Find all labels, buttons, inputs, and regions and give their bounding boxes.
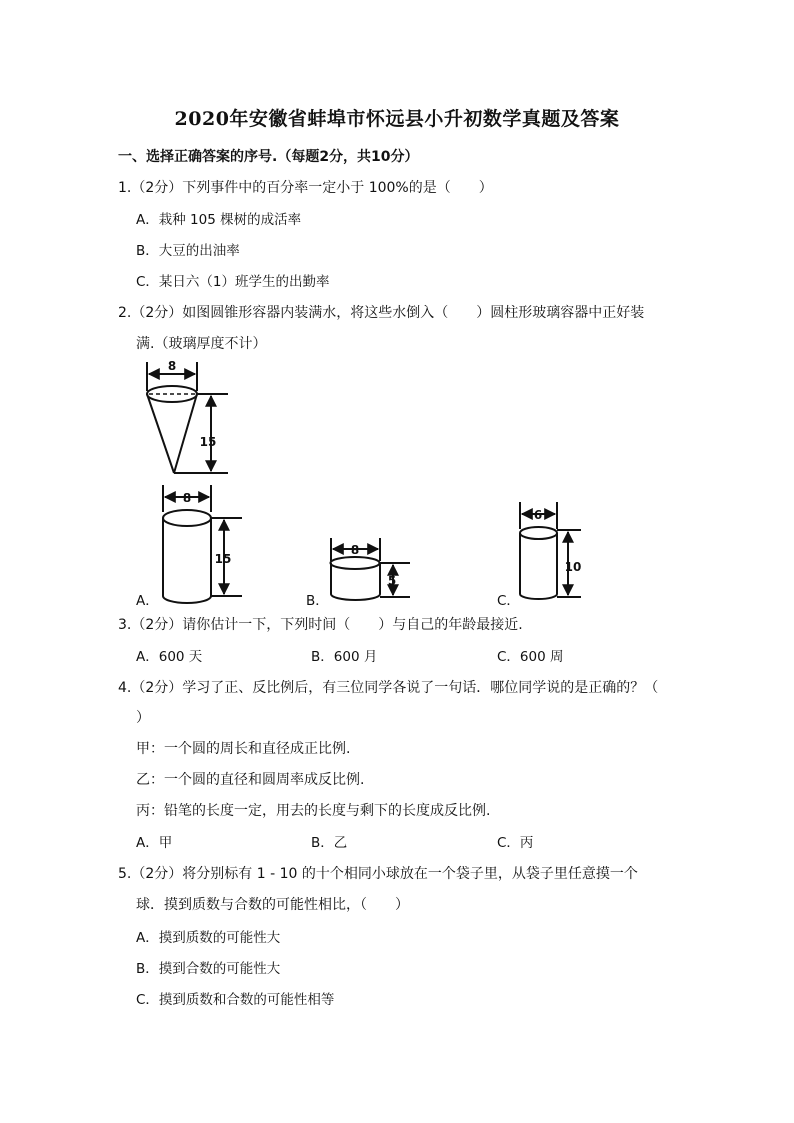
question-1-option-a: A．栽种 105 棵树的成活率	[136, 212, 302, 228]
question-4-stem: 4.（2分）学习了正、反比例后，有三位同学各说了一句话．哪位同学说的是正确的？（	[118, 680, 659, 696]
cylinder-option-a	[163, 485, 242, 603]
option-c-height-label: 10	[564, 560, 582, 574]
question-4-option-a: A．甲	[136, 835, 173, 851]
question-5-option-b: B．摸到合数的可能性大	[136, 961, 281, 977]
question-5-option-a: A．摸到质数的可能性大	[136, 930, 281, 946]
question-5-option-c: C．摸到质数和合数的可能性相等	[136, 992, 335, 1008]
option-a-height-label: 15	[214, 552, 232, 566]
option-a-diameter-label: 8	[182, 491, 192, 505]
question-3-option-c: C．600 周	[497, 649, 564, 665]
question-4-option-c: C．丙	[497, 835, 534, 851]
option-b-height-label: 5	[387, 574, 397, 588]
page-title: 2020年安徽省蚌埠市怀远县小升初数学真题及答案	[174, 108, 620, 130]
question-2-option-a-label: A．	[136, 593, 159, 609]
question-5-stem: 5.（2分）将分别标有 1 - 10 的十个相同小球放在一个袋子里，从袋子里任意摸一个	[118, 866, 638, 882]
cone-diameter-label: 8	[167, 359, 177, 373]
cylinder-option-c	[520, 502, 581, 599]
question-4-option-b: B．乙	[311, 835, 348, 851]
question-5-stem-continued: 球．摸到质数与合数的可能性相比，（ ）	[136, 897, 409, 913]
question-2-stem-continued: 满.（玻璃厚度不计）	[136, 336, 267, 352]
question-2-stem: 2.（2分）如图圆锥形容器内装满水，将这些水倒入（ ）圆柱形玻璃容器中正好装	[118, 305, 645, 321]
question-3-option-a: A．600 天	[136, 649, 203, 665]
question-2-option-c-label: C．	[497, 593, 520, 609]
question-1-option-b: B．大豆的出油率	[136, 243, 240, 259]
question-2-option-b-label: B．	[306, 593, 329, 609]
question-4-stem-continued: ）	[136, 710, 150, 726]
cylinder-option-b	[331, 538, 411, 600]
question-3-option-b: B．600 月	[311, 649, 378, 665]
question-3-stem: 3.（2分）请你估计一下，下列时间（ ）与自己的年龄最接近.	[118, 617, 523, 633]
question-4-statement-1: 甲：一个圆的周长和直径成正比例.	[136, 741, 351, 757]
cone-height-label: 15	[199, 435, 217, 449]
question-1-option-c: C．某日六（1）班学生的出勤率	[136, 274, 330, 290]
option-b-diameter-label: 8	[350, 543, 360, 557]
cone-container	[147, 362, 228, 473]
question-4-statement-3: 丙：铅笔的长度一定，用去的长度与剩下的长度成反比例.	[136, 803, 491, 819]
question-4-statement-2: 乙：一个圆的直径和圆周率成反比例.	[136, 772, 365, 788]
question-1-stem: 1.（2分）下列事件中的百分率一定小于 100%的是（ ）	[118, 180, 493, 196]
option-c-diameter-label: 6	[533, 508, 543, 522]
section-heading: 一、选择正确答案的序号.（每题2分，共10分）	[118, 149, 419, 165]
